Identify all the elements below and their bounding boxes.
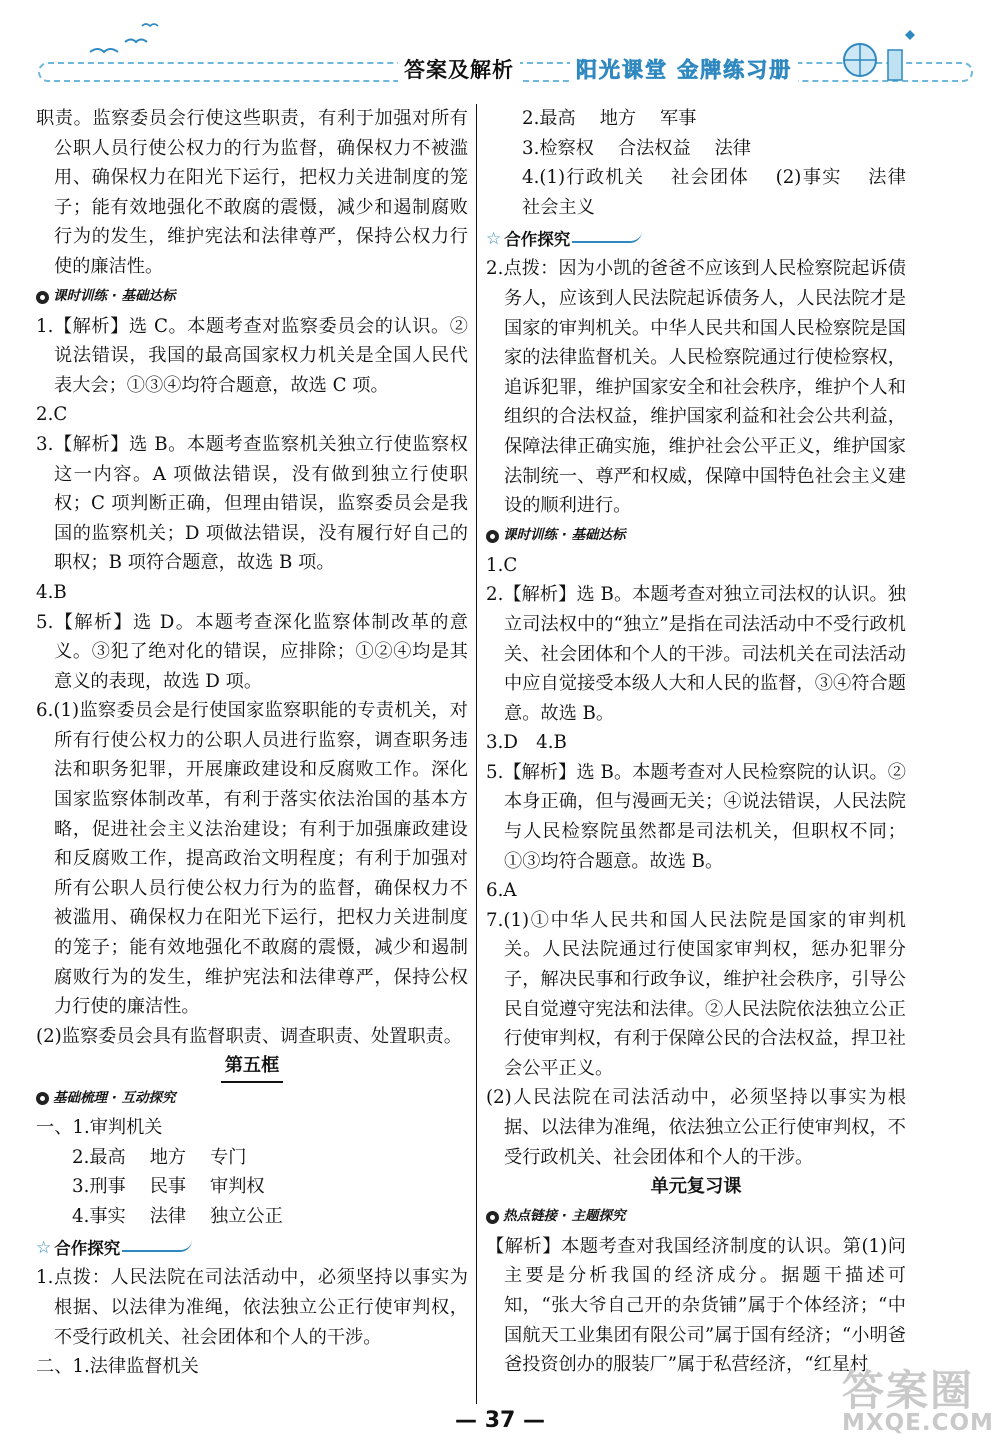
answer-paragraph: 2.点拨：因为小凯的爸爸不应该到人民检察院起诉债务人，应该到人民法院起诉债务人，人民法院才是国家的审判机关。中华人民共和国人民检察院是国家的法律监督机关。人民检察院通过行使检察权，追诉犯罪，维护国家安全和社会秩序，维护个人和组织的合法权益，维护国家利益和社会公共利益，保障法律正确实施，维护社会公平正义，维护国家法制统一、尊严和权威，保障中国特色社会主义建设的顺利进行。 [486, 258, 906, 517]
page-header [0, 0, 1000, 100]
page-number: — 37 — [455, 1408, 545, 1433]
answer-paragraph: 2.【解析】选 B。本题考查对独立司法权的认识。独立司法权中的“独立”是指在司法活动中不受行政机关、社会团体和个人的干涉。司法机关在司法活动中应自觉接受本级人大和人民的监督，③④符合题意。故选 B。 [486, 584, 906, 724]
answer-paragraph: 3.刑事 民事 审判权 [72, 1176, 265, 1198]
birds-icon [80, 14, 170, 64]
section-bullet-icon [36, 291, 49, 304]
answer-paragraph: 6.(1)监察委员会是行使国家监察职能的专责机关，对所有行使公权力的公职人员进行监察，调查职务违法和职务犯罪，开展廉政建设和反腐败工作。深化国家监察体制改革，有利于落实依法治国的基本方略，促进社会主义法治建设；有利于加强廉政建设和反腐败工作，提高政治文明程度；有利于加强对所有公职人员行使公权力行为的监督，确保权力不被滥用、确保权力在阳光下运行，把权力关进制度的笼子；能有效地强化不敢腐的震慑，减少和遏制腐败行为的发生，维护宪法和法律尊严，保持公权力行使的廉洁性。 [36, 700, 468, 1018]
subsection-title-text: 第五框 [221, 1051, 284, 1083]
cooperation-heading [36, 1235, 468, 1261]
answer-paragraph: 7.(1)①中华人民共和国人民法院是国家的审判机关。人民法院通过行使国家审判权，惩办犯罪分子，解决民事和行政争议，维护社会秩序，引导公民自觉遵守宪法和法律。②人民法院依法独立公正行使审判权，有利于保障公民的合法权益，捍卫社会公平正义。 [486, 909, 906, 1079]
star-icon: ☆ [486, 228, 502, 249]
subsection-title [36, 1051, 468, 1083]
section-heading [486, 524, 906, 549]
answer-paragraph: 1.C [486, 554, 518, 576]
section-bullet-icon [486, 1211, 499, 1224]
unit-review-title: 单元复习课 [650, 1176, 742, 1198]
star-icon: ☆ [36, 1237, 52, 1258]
section-heading-text: 课时训练 · 基础达标 [503, 527, 626, 544]
right-column [486, 104, 930, 1380]
globe-decoration-icon [830, 20, 940, 90]
header-title: 答案及解析 [398, 54, 520, 84]
section-heading-text: 热点链接 · 主题探究 [503, 1208, 626, 1225]
answer-paragraph: 5.【解析】选 D。本题考查深化监察体制改革的意义。③犯了绝对化的错误，应排除；①②④均是其意义的表现，故选 D 项。 [36, 611, 468, 692]
answer-paragraph: 2.最高 地方 专门 [72, 1146, 247, 1168]
section-bullet-icon [36, 1092, 49, 1105]
section-heading [36, 1086, 468, 1111]
watermark [842, 1358, 994, 1436]
answer-paragraph: 1.点拨：人民法院在司法活动中，必须坚持以事实为根据、以法律为准绳，依法独立公正行使审判权，不受行政机关、社会团体和个人的干涉。 [36, 1267, 468, 1348]
cooperation-heading-text: 合作探究 [54, 1238, 121, 1258]
answer-paragraph: 2.最高 地方 军事 [522, 108, 697, 129]
answer-paragraph: (2)监察委员会具有监督职责、调查职责、处置职责。 [36, 1025, 462, 1047]
section-bullet-icon [486, 530, 499, 543]
watermark-line2: MXQE.COM [842, 1410, 994, 1436]
answer-paragraph: 二、1.法律监督机关 [36, 1356, 199, 1378]
left-column [36, 104, 468, 1382]
answer-paragraph: 职责。监察委员会行使这些职责，有利于加强对所有公职人员行使公权力的行为监督，确保权力不被滥用、确保权力在阳光下运行，把权力关进制度的笼子；能有效地强化不敢腐的震慑，减少和遏制腐败行为的发生，维护宪法和法律尊严，保持公权力行使的廉洁性。 [36, 108, 468, 277]
answer-paragraph: 一、1.审判机关 [36, 1117, 163, 1138]
answer-paragraph: 【解析】本题考查对我国经济制度的认识。第(1)问主要是分析我国的经济成分。据题干描述可知，“张大爷自己开的杂货铺”属于个体经济；“中国航天工业集团有限公司”属于国有经济；“小明爸爸投资创办的服装厂”属于私营经济，“红星村 [486, 1235, 906, 1376]
section-heading-text: 基础梳理 · 互动探究 [53, 1089, 176, 1106]
answer-paragraph: 6.A [486, 880, 517, 902]
heading-swoosh [122, 1240, 192, 1252]
section-heading [36, 285, 468, 310]
column-divider [476, 104, 477, 1404]
answer-paragraph: 3.【解析】选 B。本题考查监察机关独立行使监察权这一内容。A 项做法错误，没有做到独立行使职权；C 项判断正确，但理由错误，监察委员会是我国的监察机关；D 项做法错误，没有履行好自己的职权；B 项符合题意，故选 B 项。 [36, 433, 468, 574]
answer-paragraph: 2.C [36, 404, 68, 426]
cooperation-heading-text: 合作探究 [504, 229, 571, 249]
answer-paragraph: 4.(1)行政机关 社会团体 (2)事实 法律 社会主义 [522, 167, 930, 218]
answer-paragraph: 3.D 4.B [486, 732, 567, 754]
answer-paragraph: 4.事实 法律 独立公正 [72, 1205, 283, 1227]
section-heading [486, 1205, 906, 1230]
header-brand: 阳光课堂 金牌练习册 [570, 54, 798, 84]
answer-paragraph: 4.B [36, 581, 67, 603]
cooperation-heading [486, 226, 906, 252]
answer-paragraph: 1.【解析】选 C。本题考查对监察委员会的认识。②说法错误，我国的最高国家权力机关是全国人民代表大会；①③④均符合题意，故选 C 项。 [36, 315, 468, 396]
answer-paragraph: 5.【解析】选 B。本题考查对人民检察院的认识。②本身正确，但与漫画无关；④说法错误，人民法院与人民检察院虽然都是司法机关，但职权不同；①③均符合题意。故选 B。 [486, 761, 906, 872]
watermark-line1: 答案圈 [842, 1366, 975, 1415]
answer-paragraph: (2)人民法院在司法活动中，必须坚持以事实为根据、以法律为准绳，依法独立公正行使审判权，不受行政机关、社会团体和个人的干涉。 [486, 1087, 906, 1168]
heading-swoosh [572, 231, 642, 243]
section-heading-text: 课时训练 · 基础达标 [53, 288, 176, 305]
answer-paragraph: 3.检察权 合法权益 法律 [522, 137, 751, 159]
